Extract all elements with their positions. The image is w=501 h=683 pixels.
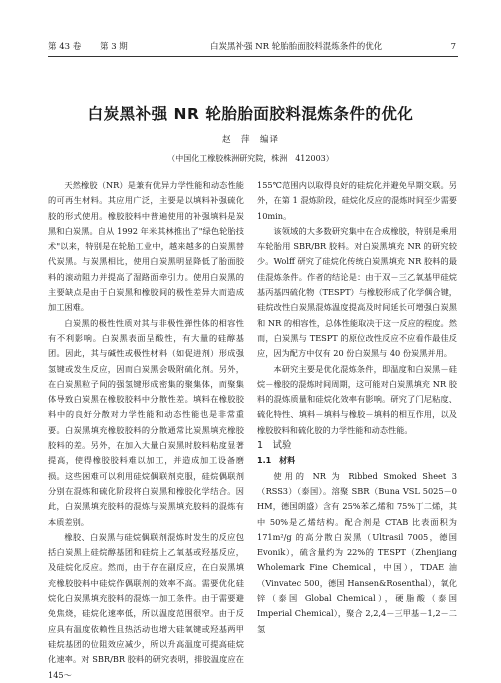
right-column	[257, 178, 457, 637]
body-paragraph: 该领域的大多数研究集中在合成橡胶，特别是乘用车轮胎用 SBR/BR 胶料。对白炭黑填充 NR 的研究较少。Wolff 研究了硅烷化传统白炭黑填充 NR 胶料的最佳混炼条件。作者的结论是：由于双－三乙氧基甲硅烷基丙基四硫化物（TESPT）与橡胶形成了化学偶合键，硅烷改性白炭黑混炼温度提高及时间延长可增强白炭黑和 NR 的相容性，总体性能取决于这一反应的程度。然而，白炭黑与 TESPT 的原位改性反应不应看作最佳反应，因为配方中仅有 20 份白炭黑与 40 份炭黑并用。	[257, 225, 457, 359]
section-heading: 1 试验	[257, 440, 292, 452]
volume-label: 第 43 卷	[48, 42, 82, 52]
article-title: 白炭黑补强 NR 轮胎胎面胶料混炼条件的优化	[87, 105, 414, 123]
body-paragraph: 本研究主要是优化混炼条件，即温度和白炭黑－硅烷－橡胶的混炼时间周期，这可能对白炭黑填充 NR 胶料的混炼质量和硅烷化效率有影响。研究了门尼粘度、硫化特性、填料－填料与橡胶－填料的相互作用，以及橡胶胶料和硫化胶的力学性能和动态性能。	[257, 363, 457, 435]
body-paragraph: 使用的 NR 为 Ribbed Smoked Sheet 3（RSS3）（泰国）。溶聚 SBR（Buna VSL 5025－0 HM，德国朗盛）含有 25%苯乙烯和 75%丁二烯，其中 50%是乙烯结构。配合剂是 CTAB 比表面积为 171m²/g 的高分散白炭黑（Ultrasil 7005，德国 Evonik），硫含量约为 22%的 TESPT（Zhenjiang Wholemark Fine Chemical，中国），TDAE 油（Vinvatec 500，德国 Hansen&Rosenthal），氧化锌（泰国 Global Chemical），硬脂酸（泰国 Imperial Chemical），聚合 2,2,4－三甲基－1,2－二氢	[257, 470, 457, 634]
left-column	[48, 178, 244, 683]
header-rule	[48, 56, 458, 57]
running-title: 白炭黑补强 NR 轮胎胎面胶料混炼条件的优化	[210, 42, 383, 52]
issue-label: 第 3 期	[100, 42, 128, 52]
body-paragraph: 白炭黑的极性性质对其与非极性弹性体的相容性有不利影响。白炭黑表面呈酸性，有大量的硅醇基团。因此，其与碱性或极性材料（如促进剂）形成强氢键或发生反应，因而白炭黑会吸附硫化剂。另外，在白炭黑粒子间的强氢键形成密集的聚集体，而聚集体导致白炭黑在橡胶胶料中分散性差。填料在橡胶胶料中的良好分散对力学性能和动态性能也是非常重要。白炭黑填充橡胶胶料的分散通常比炭黑填充橡胶胶料的差。另外，在加入大量白炭黑时胶料粘度显著提高，使得橡胶胶料难以加工，并造成加工设备磨损。这些困难可以利用硅烷偶联剂克服，硅烷偶联剂分别在混炼和硫化阶段将白炭黑和橡胶化学结合。因此，白炭黑填充胶料的混炼与炭黑填充胶料的混炼有本质差别。	[48, 317, 244, 527]
page-number: 7	[450, 42, 456, 52]
running-header	[48, 38, 456, 56]
article-author: 赵 萍 编译	[221, 135, 279, 145]
body-paragraph: 天然橡胶（NR）是兼有优异力学性能和动态性能的可再生材料。其应用广泛，主要是以填料补强硫化胶的形式使用。橡胶胶料中普遍使用的补强填料是炭黑和白炭黑。自从 1992 年米其林推出了"绿色轮胎技术"以来，特别是在轮胎工业中，越来越多的白炭黑替代炭黑。与炭黑相比，使用白炭黑明显降低了胎面胶料的滚动阻力并提高了湿路面牵引力。使用白炭黑的主要缺点是由于白炭黑和橡胶间的极性差异大而造成加工困难。	[48, 180, 244, 313]
body-paragraph: 155℃范围内以取得良好的硅烷化并避免早期交联。另外，在第 1 混炼阶段，硅烷化反应的混炼时间至少需要 10min。	[257, 180, 457, 221]
body-paragraph: 橡胶、白炭黑与硅烷偶联剂混炼时发生的反应包括白炭黑上硅烷醇基团和硅烷上乙氧基或羟基反应，及硅烷化反应。然而，由于存在副反应，在白炭黑填充橡胶胶料中硅烷作偶联剂的效率不高。需要优化硅烷化白炭黑填充胶料的混炼一加工条件。由于需要避免焦烧，硅烷化速率低，所以温度范围很窄。由于反应具有温度依赖性且热活动也增大硅氧键或羟基两甲硅烷基团的位阻效应减少，所以升高温度可提高硅烷化速率。对 SBR/BR 胶料的研究表明，排胶温度应在 145～	[48, 531, 244, 680]
subsection-heading: 1.1 材料	[257, 456, 296, 466]
article-affiliation: （中国化工橡胶株洲研究院，株洲 412003）	[167, 154, 334, 163]
